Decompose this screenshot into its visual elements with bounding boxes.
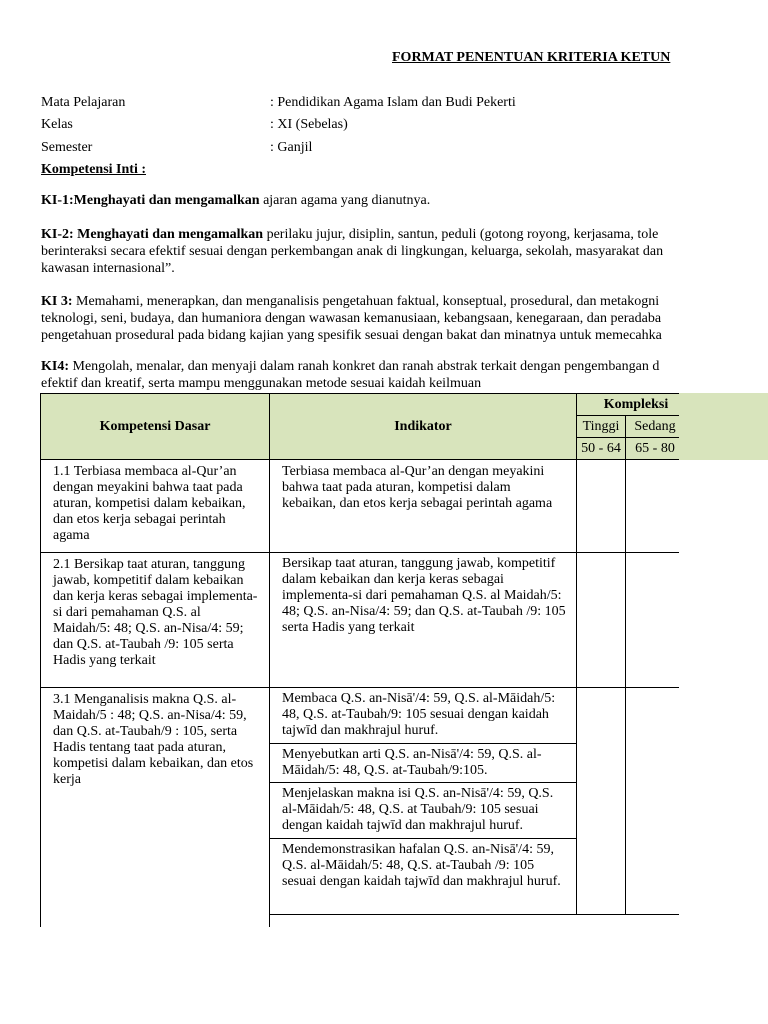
indikator-row-3d: Mendemonstrasikan hafalan Q.S. an-Nisā'/4: 59, Q.S. al-Māidah/5: 48, Q.S. at-Taubah /9: 105 sesuai dengan kaidah tajwīd dan makhrajul huruf. (269, 838, 577, 915)
header-kompleksitas: Kompleksi (576, 393, 679, 416)
ki3-line2: teknologi, seni, budaya, dan humaniora dengan wawasan kemanusiaan, kebangsaan, kenegaraan, dan peradaba (41, 311, 662, 326)
ki2-paragraph (41, 226, 679, 277)
ki2-bold: Menghayati dan mengamalkan (77, 227, 264, 242)
document-title: FORMAT PENENTUAN KRITERIA KETUN (392, 50, 671, 65)
meta-label-semester: Semester (41, 140, 93, 155)
ki2-line2: berinteraksi secara efektif sesuai dengan perkembangan anak di lingkungan, keluarga, sekolah, masyarakat dan (41, 244, 664, 259)
score-tinggi-row-1 (576, 459, 626, 553)
core-competence-heading: Kompetensi Inti : (41, 162, 146, 177)
meta-value-class: : XI (Sebelas) (270, 117, 348, 132)
indikator-row-3a: Membaca Q.S. an-Nisā'/4: 59, Q.S. al-Māidah/5: 48, Q.S. at-Taubah/9: 105 sesuai dengan kaidah tajwīd dan makhrajul huruf. (269, 687, 577, 744)
score-sedang-row-2 (625, 552, 679, 688)
score-tinggi-row-2 (576, 552, 626, 688)
kd-row-1: 1.1 Terbiasa membaca al-Qur’an dengan meyakini bahwa taat pada aturan, kompetisi dalam kebaikan, dan etos kerja sebagai perintah agama (40, 459, 270, 553)
header-kompetensi-dasar: Kompetensi Dasar (40, 393, 270, 460)
range-sedang: 65 - 80 (625, 437, 679, 460)
ki1-bold: KI-1:Menghayati dan mengamalkan (41, 193, 260, 208)
ki3-paragraph (41, 293, 679, 344)
header-tinggi: Tinggi (576, 415, 626, 438)
ki3-bold: KI 3: (41, 294, 73, 309)
ki2-line3: kawasan internasional”. (41, 261, 175, 276)
kd-row-2: 2.1 Bersikap taat aturan, tanggung jawab, kompetitif dalam kebaikan dan kerja keras sebagai implementa-si dari pemahaman Q.S. al Maidah/5: 48; Q.S. an-Nisa/4: 59; dan Q.S. at-Taubah /9: 105 serta Hadis yang terkait (40, 552, 270, 688)
ki1-text: ajaran agama yang dianutnya. (259, 193, 431, 208)
meta-label-class: Kelas (41, 117, 73, 132)
meta-label-subject: Mata Pelajaran (41, 95, 126, 110)
range-tinggi: 50 - 64 (576, 437, 626, 460)
indikator-row-3c: Menjelaskan makna isi Q.S. an-Nisā'/4: 59, Q.S. al-Māidah/5: 48, Q.S. at Taubah/9: 105 sesuai dengan kaidah tajwīd dan makhrajul huruf. (269, 782, 577, 839)
kd-row-3: 3.1 Menganalisis makna Q.S. al-Maidah/5 : 48; Q.S. an-Nisa/4: 59, dan Q.S. at-Taubah/9 : 105, serta Hadis tentang taat pada aturan, kompetisi dalam kebaikan, dan etos kerja (40, 687, 270, 927)
header-fill-extension (679, 393, 768, 460)
ki4-line1: Mengolah, menalar, dan menyaji dalam ranah konkret dan ranah abstrak terkait dengan pengembangan d (69, 359, 660, 374)
indikator-row-3b: Menyebutkan arti Q.S. an-Nisā'/4: 59, Q.S. al-Māidah/5: 48, Q.S. at-Taubah/9:105. (269, 743, 577, 783)
score-sedang-row-3 (625, 687, 679, 915)
indikator-row-2: Bersikap taat aturan, tanggung jawab, kompetitif dalam kebaikan dan kerja keras sebagai implementa-si dari pemahaman Q.S. al Maidah/5: 48; Q.S. an-Nisa/4: 59; dan Q.S. at-Taubah /9: 105 serta Hadis yang terkait (269, 552, 577, 688)
ki3-line3: pengetahuan prosedural pada bidang kajian yang spesifik sesuai dengan bakat dan minatnya untuk memecahka (41, 328, 662, 343)
ki4-line2: efektif dan kreatif, serta mampu menggunakan metode sesuai kaidah keilmuan (41, 376, 482, 391)
ki2-line1: perilaku jujur, disiplin, santun, peduli (gotong royong, kerjasama, tole (263, 227, 659, 242)
ki2-label: KI-2: (41, 227, 78, 242)
ki4-paragraph (41, 358, 679, 392)
ki1-paragraph (41, 192, 679, 209)
ki3-line1: Memahami, menerapkan, dan menganalisis pengetahuan faktual, konseptual, prosedural, dan metakogni (72, 294, 660, 309)
ki4-bold: KI4: (41, 359, 69, 374)
header-indikator: Indikator (269, 393, 577, 460)
meta-value-semester: : Ganjil (270, 140, 313, 155)
meta-value-subject: : Pendidikan Agama Islam dan Budi Pekerti (270, 95, 516, 110)
score-tinggi-row-3 (576, 687, 626, 915)
header-sedang: Sedang (625, 415, 679, 438)
score-sedang-row-1 (625, 459, 679, 553)
indikator-row-1: Terbiasa membaca al-Qur’an dengan meyakini bahwa taat pada aturan, kompetisi dalam kebaikan, dan etos kerja sebagai perintah agama (269, 459, 577, 553)
